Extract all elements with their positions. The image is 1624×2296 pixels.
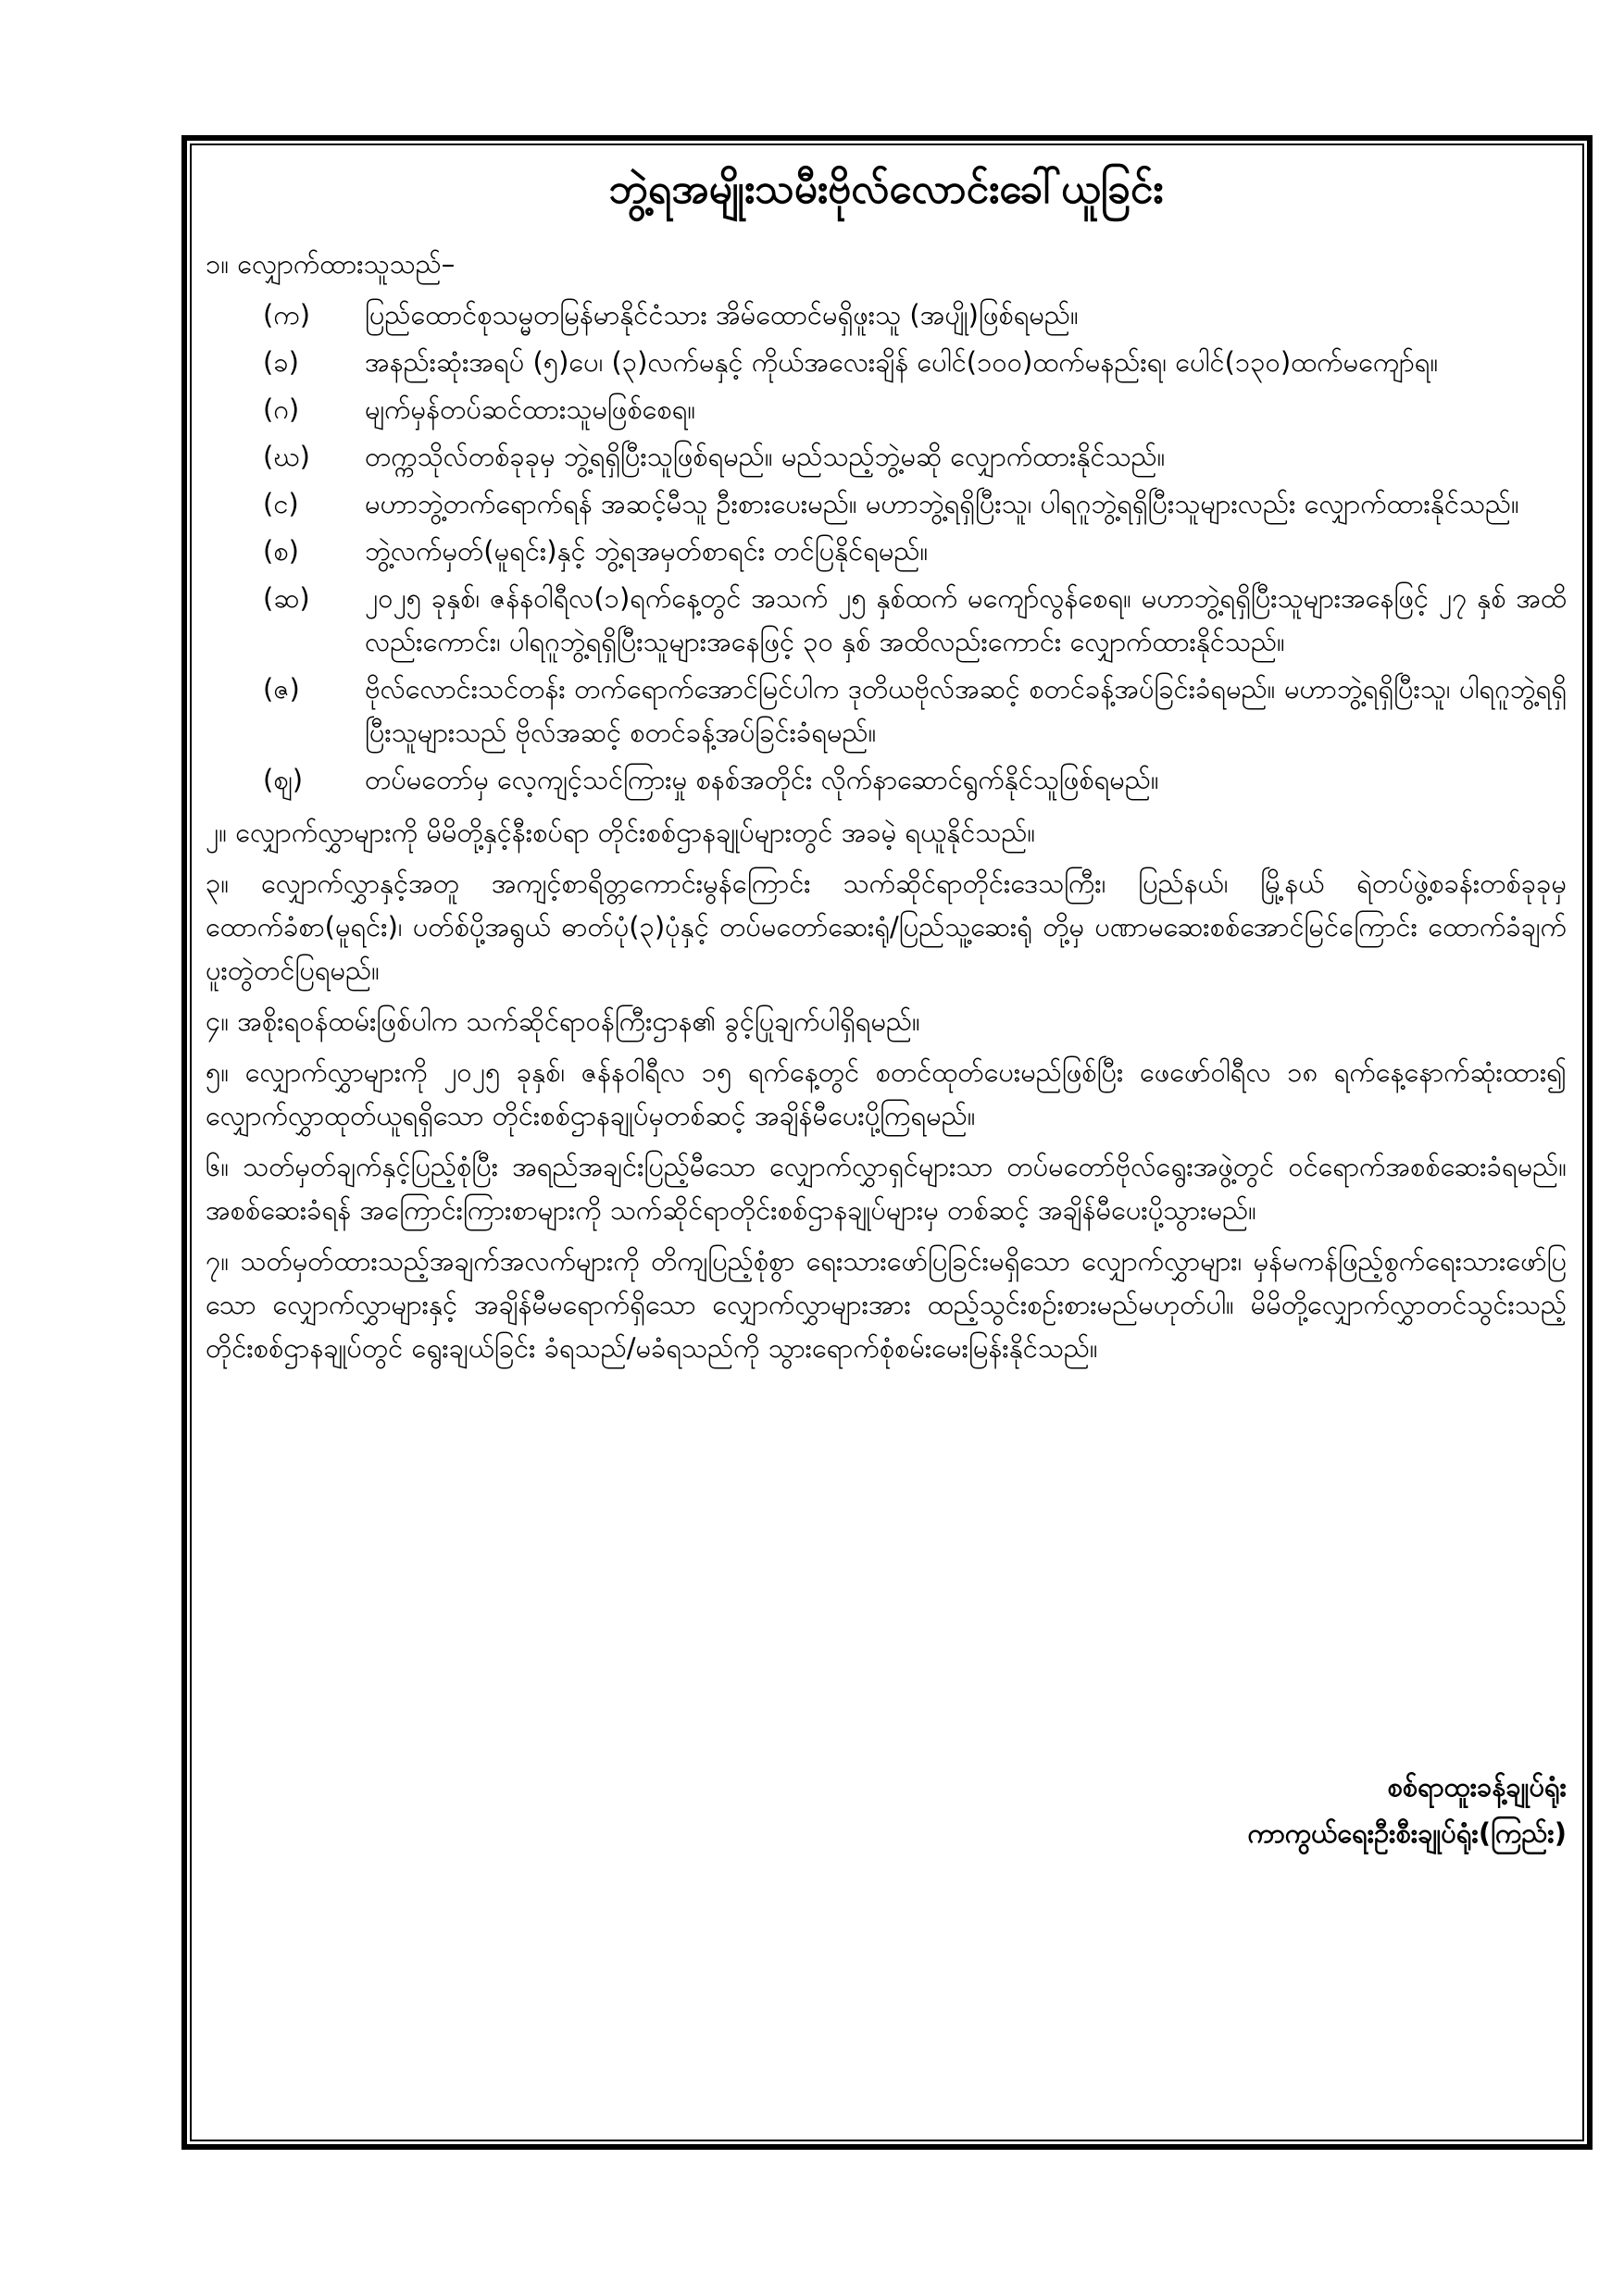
signature-line-1: စစ်ရာထူးခန့်ချုပ်ရုံး: [1387, 1771, 1567, 1803]
paragraph-2: ၂။ လျှောက်လွှာများကို မိမိတို့နှင့်နီးစပ်ရာ တိုင်းစစ်ဌာနချုပ်များတွင် အခမဲ့ ရယူနိုင်သည်။: [206, 817, 1036, 848]
item-marker: (က): [263, 299, 311, 331]
list-item: [206, 577, 1567, 664]
item-text: မဟာဘွဲ့တက်ရောက်ရန် အဆင့်မီသူ ဦးစားပေးမည်။ မဟာဘွဲ့ရရှိပြီးသူ၊ ပါရဂူဘွဲ့ရရှိပြီးသူများလည်း လျှောက်ထားနိုင်သည်။: [365, 488, 1519, 519]
item-text: ဗိုလ်လောင်းသင်တန်း တက်ရောက်အောင်မြင်ပါက ဒုတိယဗိုလ်အဆင့် စတင်ခန့်အပ်ခြင်းခံရမည်။ မဟာဘွဲ့ရရှိပြီးသူ၊ ပါရဂူဘွဲ့ရရှိပြီးသူများသည် ဗိုလ်အဆင့် စတင်ခန့်အပ်ခြင်းခံရမည်။: [365, 673, 1567, 748]
item-text: တက္ကသိုလ်တစ်ခုခုမှ ဘွဲ့ရရှိပြီးသူဖြစ်ရမည်။ မည်သည့်ဘွဲ့မဆို လျှောက်ထားနိုင်သည်။: [365, 441, 1166, 472]
paragraph-1-lead: ၁။ လျှောက်ထားသူသည်–: [206, 248, 456, 280]
paragraph-3: ၃။ လျှောက်လွှာနှင့်အတူ အကျင့်စာရိတ္တကောင်းမွန်ကြောင်း သက်ဆိုင်ရာတိုင်းဒေသကြီး၊ ပြည်နယ်၊ မြို့နယ် ရဲတပ်ဖွဲ့စခန်းတစ်ခုခုမှ ထောက်ခံစာ(မူရင်း)၊ ပတ်စ်ပို့အရွယ် ဓာတ်ပုံ(၃)ပုံနှင့် တပ်မတော်ဆေးရုံ/ပြည်သူ့ဆေးရုံ တို့မှ ပဏာမဆေးစစ်အောင်မြင်ကြောင်း ထောက်ခံချက် ပူးတွဲတင်ပြရမည်။: [206, 867, 1567, 986]
paragraph-7: ၇။ သတ်မှတ်ထားသည့်အချက်အလက်များကို တိကျပြည့်စုံစွာ ရေးသားဖော်ပြခြင်းမရှိသော လျှောက်လွှာများ၊ မှန်မကန်ဖြည့်စွက်ရေးသားဖော်ပြသော လျှောက်လွှာများနှင့် အချိန်မီမရောက်ရှိသော လျှောက်လွှာများအား ထည့်သွင်းစဉ်းစားမည်မဟုတ်ပါ။ မိမိတို့လျှောက်လွှာတင်သွင်းသည့် တိုင်းစစ်ဌာနချုပ်တွင် ရွေးချယ်ခြင်း ခံရသည်/မခံရသည်ကို သွားရောက်စုံစမ်းမေးမြန်းနိုင်သည်။: [206, 1245, 1567, 1364]
item-text: ဘွဲ့လက်မှတ်(မူရင်း)နှင့် ဘွဲ့ရအမှတ်စာရင်း တင်ပြနိုင်ရမည်။: [365, 535, 929, 567]
list-item: [206, 530, 1567, 573]
requirements-list: [206, 293, 1567, 802]
item-marker: (ခ): [263, 346, 299, 378]
page-title: ဘွဲ့ရအမျိုးသမီးဗိုလ်လောင်းခေါ်ယူခြင်း: [608, 166, 1164, 213]
paragraph-4: ၄။ အစိုးရဝန်ထမ်းဖြစ်ပါက သက်ဆိုင်ရာဝန်ကြီးဌာန၏ ခွင့်ပြုချက်ပါရှိရမည်။: [206, 1005, 920, 1037]
item-text: အနည်းဆုံးအရပ် (၅)ပေ၊ (၃)လက်မနှင့် ကိုယ်အလေးချိန် ပေါင်(၁၀၀)ထက်မနည်းရ၊ ပေါင်(၁၃၀)ထက်မကျော်ရ။: [365, 346, 1439, 378]
list-item: [206, 482, 1567, 526]
item-marker: (ဈ): [263, 764, 304, 795]
item-marker: (ဇ): [263, 673, 300, 705]
list-item: [206, 341, 1567, 384]
item-text: ၂၀၂၅ ခုနှစ်၊ ဇန်နဝါရီလ(၁)ရက်နေ့တွင် အသက် ၂၅ နှစ်ထက် မကျော်လွန်စေရ။ မဟာဘွဲ့ရရှိပြီးသူများအနေဖြင့် ၂၇ နှစ် အထိလည်းကောင်း၊ ပါရဂူဘွဲ့ရရှိပြီးသူများအနေဖြင့် ၃၀ နှစ် အထိလည်းကောင်း လျှောက်ထားနိုင်သည်။: [365, 582, 1568, 657]
list-item: [206, 435, 1567, 479]
list-item: [206, 293, 1567, 337]
announcement-body: [206, 157, 1567, 1378]
signature-line-2: ကာကွယ်ရေးဦးစီးချုပ်ရုံး(ကြည်း): [1247, 1817, 1567, 1849]
paragraph-5: ၅။ လျှောက်လွှာများကို ၂၀၂၅ ခုနှစ်၊ ဇန်နဝါရီလ ၁၅ ရက်နေ့တွင် စတင်ထုတ်ပေးမည်ဖြစ်ပြီး ဖေဖော်ဝါရီလ ၁၈ ရက်နေ့နောက်ဆုံးထား၍ လျှောက်လွှာထုတ်ယူရရှိသော တိုင်းစစ်ဌာနချုပ်မှတစ်ဆင့် အချိန်မီပေးပို့ကြရမည်။: [206, 1056, 1567, 1131]
item-text: ပြည်ထောင်စုသမ္မတမြန်မာနိုင်ငံသား အိမ်ထောင်မရှိဖူးသူ (အပျို)ဖြစ်ရမည်။: [365, 299, 1079, 331]
item-text: မျက်မှန်တပ်ဆင်ထားသူမဖြစ်စေရ။: [365, 393, 696, 425]
item-marker: (င): [263, 488, 299, 519]
list-item: [206, 668, 1567, 755]
item-marker: (ဆ): [263, 582, 310, 614]
item-text: တပ်မတော်မှ လေ့ကျင့်သင်ကြားမှု စနစ်အတိုင်း လိုက်နာဆောင်ရွက်နိုင်သူဖြစ်ရမည်။: [365, 764, 1159, 795]
list-item: [206, 758, 1567, 802]
item-marker: (စ): [263, 535, 299, 567]
list-item: [206, 388, 1567, 431]
item-marker: (ဂ): [263, 393, 300, 425]
item-marker: (ဃ): [263, 441, 310, 472]
paragraph-6: ၆။ သတ်မှတ်ချက်နှင့်ပြည့်စုံပြီး အရည်အချင်းပြည့်မီသော လျှောက်လွှာရှင်များသာ တပ်မတော်ဗိုလ်ရွေးအဖွဲ့တွင် ဝင်ရောက်အစစ်ဆေးခံရမည်။ အစစ်ဆေးခံရန် အကြောင်းကြားစာများကို သက်ဆိုင်ရာတိုင်းစစ်ဌာနချုပ်များမှ တစ်ဆင့် အချိန်မီပေးပို့သွားမည်။: [206, 1151, 1567, 1226]
signature-block: [1248, 1764, 1568, 1856]
